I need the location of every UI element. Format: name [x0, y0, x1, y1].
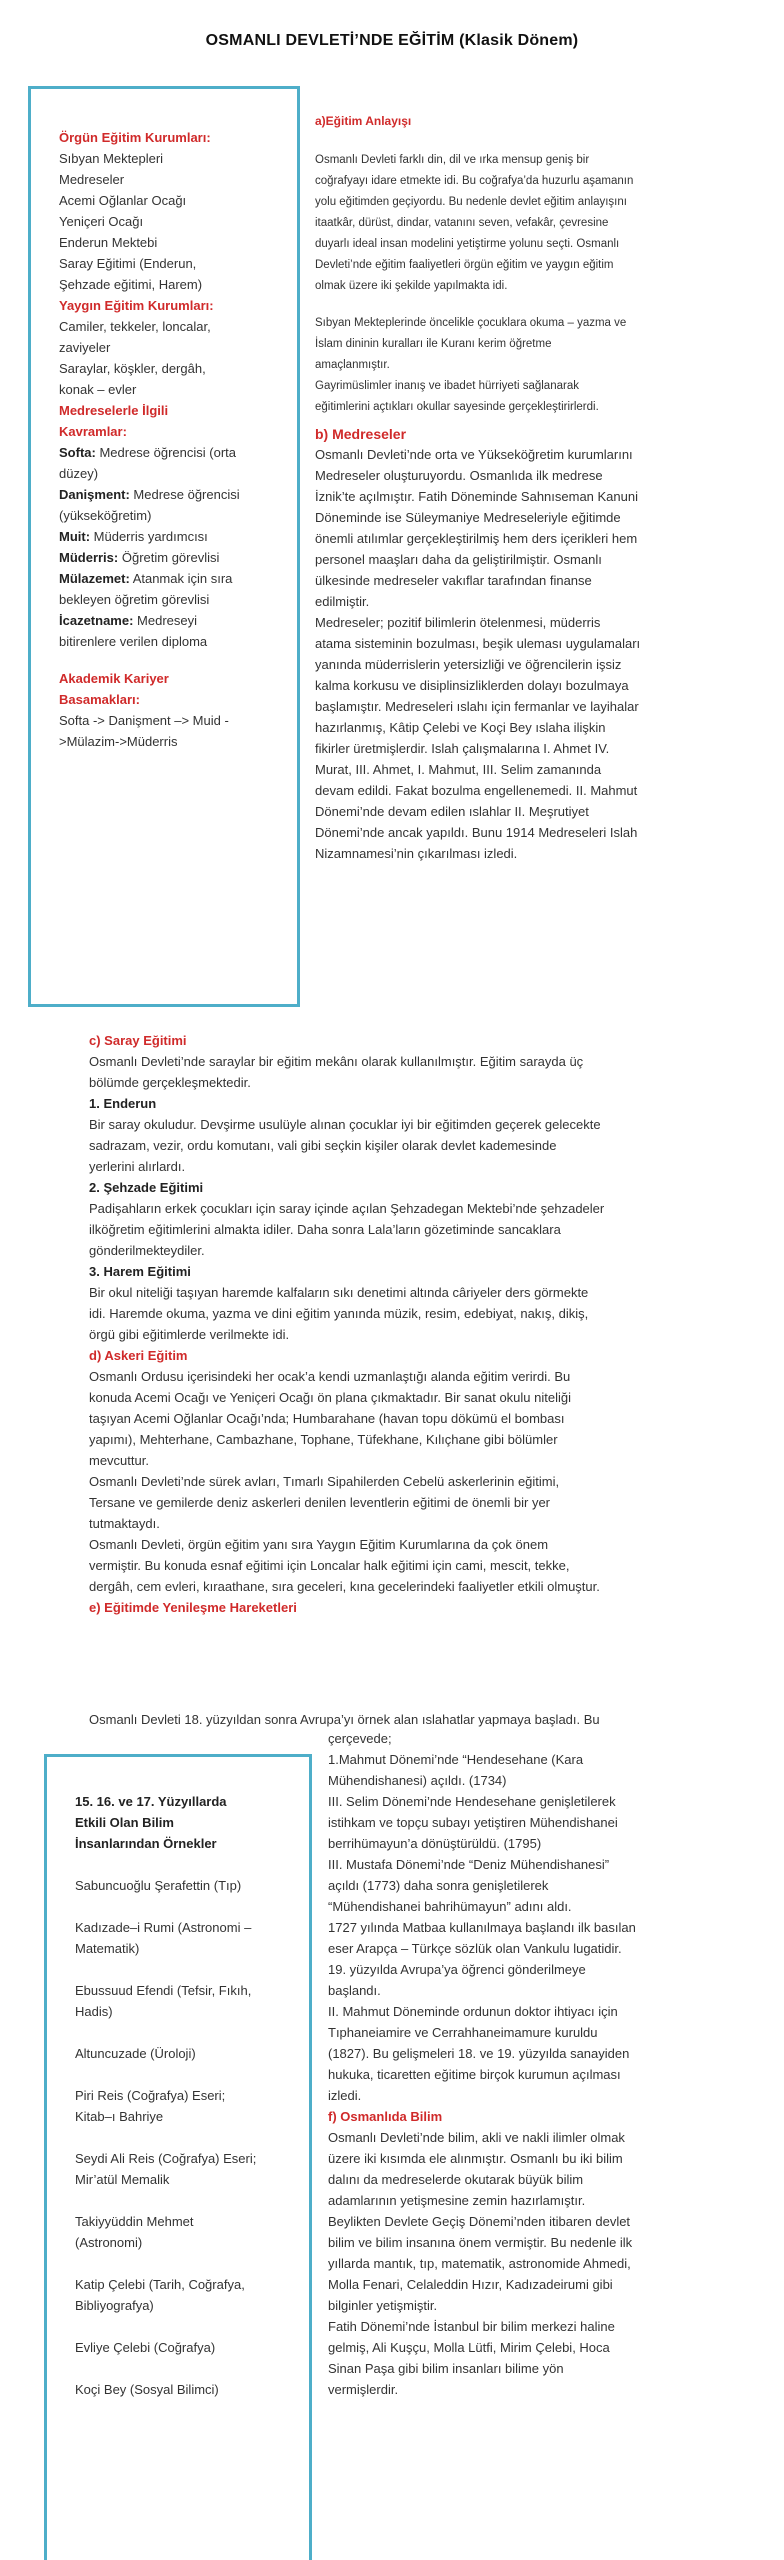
- text-line: dalını da medreselerde okutarak büyük bilim: [328, 2172, 584, 2187]
- text-line: ülkesinde medreseler vakıflar tarafından finanse: [315, 573, 592, 588]
- text-line: itaatkâr, dürüst, dindar, vatanını seven, vefakâr, çevresine: [315, 217, 609, 229]
- right-column-bottom: [328, 1728, 680, 2400]
- text-line: yerlerini alırlardı.: [89, 1159, 186, 1174]
- scholars-heading-line: İnsanlarından Örnekler: [75, 1836, 217, 1851]
- orgun-item: Yeniçeri Ocağı: [59, 214, 144, 229]
- scholars-heading-line: 15. 16. ve 17. Yüzyıllarda: [75, 1794, 227, 1809]
- text-line: Fatih Dönemi’nde İstanbul bir bilim merkezi haline: [328, 2319, 615, 2334]
- term-definition-cont: düzey): [59, 466, 99, 481]
- text-line: Osmanlı Devleti farklı din, dil ve ırka mensup geniş bir: [315, 154, 590, 166]
- text-line: vermişlerdir.: [328, 2382, 399, 2397]
- text-line: başlamıştır. Medreseleri ıslahı için fermanlar ve layihalar: [315, 699, 639, 714]
- text-line: İznik’te açılmıştır. Fatih Döneminde Sahnıseman Kanuni: [315, 489, 638, 504]
- orgun-item: Sıbyan Mektepleri: [59, 151, 164, 166]
- text-line: idi. Haremde okuma, yazma ve dini eğitim yanında müzik, resim, edebiyat, nakış, dikiş,: [89, 1306, 589, 1321]
- scholars-heading-line: Etkili Olan Bilim: [75, 1815, 174, 1830]
- text-line: 1727 yılında Matbaa kullanılmaya başlandı ilk basılan: [328, 1920, 636, 1935]
- section-a-heading: a)Eğitim Anlayışı: [315, 114, 412, 128]
- orgun-heading: Örgün Eğitim Kurumları:: [59, 130, 211, 145]
- text-line: izledi.: [328, 2088, 362, 2103]
- text-line: Nizamnamesi’nin çıkarılması izledi.: [315, 846, 518, 861]
- yaygin-item: konak – evler: [59, 382, 137, 397]
- text-line: II. Mahmut Döneminde ordunun doktor ihtiyacı için: [328, 2004, 618, 2019]
- term-definition: Danişment: Medrese öğrencisi: [59, 487, 240, 502]
- term-name: Danişment:: [59, 487, 130, 502]
- orgun-item: Medreseler: [59, 172, 125, 187]
- harem-text: [89, 1282, 689, 1345]
- text-line: sadrazam, vezir, ordu komutanı, vali gibi seçkin kişiler olarak devlet kademesinde: [89, 1138, 557, 1153]
- text-line: duyarlı ideal insan modelini yetiştirme yolunu seçti. Osmanlı: [315, 238, 620, 250]
- orgun-item: Şehzade eğitimi, Harem): [59, 277, 203, 292]
- orgun-item: Acemi Oğlanlar Ocağı: [59, 193, 187, 208]
- text-line: Dönemi’nde ancak yapıldı. Bunu 1914 Medreseleri Islah: [315, 825, 638, 840]
- scholar-item: Seydi Ali Reis (Coğrafya) Eseri; Mir’atül Memalik: [75, 2151, 257, 2187]
- text-line: Bir okul niteliği taşıyan haremde kalfaların sıkı denetimi altında câriyeler ders görmekte: [89, 1285, 589, 1300]
- section-e-text: [328, 1728, 680, 2106]
- scholar-item: Sabuncuoğlu Şerafettin (Tıp): [75, 1878, 242, 1893]
- text-line: yolu eğitimden geçiyordu. Bu nedenle devlet eğitim anlayışını: [315, 196, 627, 208]
- text-line: yapımı), Mehterhane, Cambazhane, Tophane, Tüfekhane, Kılıçhane gibi bölümler: [89, 1432, 558, 1447]
- text-line: personel maaşları daha da geliştirilmiştir. Osmanlı: [315, 552, 602, 567]
- yaygin-item: zaviyeler: [59, 340, 111, 355]
- kariyer-line: Softa -> Danişment –> Muid -: [59, 713, 229, 728]
- section-b-text: [315, 444, 655, 864]
- text-line: Tersane ve gemilerde deniz askerleri denilen leventlerin eğitimi de önemli bir yer: [89, 1495, 551, 1510]
- text-line: atama sisteminin bozulması, beşik uleması uygulamaları: [315, 636, 641, 651]
- yaygin-heading: Yaygın Eğitim Kurumları:: [59, 298, 214, 313]
- term-name: İcazetname:: [59, 613, 134, 628]
- term-definition-cont: bekleyen öğretim görevlisi: [59, 592, 210, 607]
- text-line: eğitimlerini açtıkları okullar sayesinde gerçekleştirirlerdi.: [315, 401, 599, 413]
- text-line: berrihümayun’a dönüştürüldü. (1795): [328, 1836, 542, 1851]
- middle-sections: [89, 1030, 689, 1618]
- text-line: Osmanlı Devleti’nde orta ve Yükseköğretim kurumlarını: [315, 447, 633, 462]
- orgun-item: Enderun Mektebi: [59, 235, 158, 250]
- text-line: Osmanlı Devleti’nde sürek avları, Tımarlı Sipahilerden Cebelü askerlerinin eğitimi,: [89, 1474, 560, 1489]
- section-d-paragraph-2: [89, 1471, 689, 1534]
- page-title: OSMANLI DEVLETİ’NDE EĞİTİM (Klasik Dönem): [205, 32, 579, 49]
- text-line: Murat, III. Ahmet, I. Mahmut, III. Selim zamanında: [315, 762, 602, 777]
- text-line: amaçlanmıştır.: [315, 359, 390, 371]
- text-line: çerçevede;: [328, 1731, 392, 1746]
- text-line: III. Selim Dönemi’nde Hendesehane genişletilerek: [328, 1794, 616, 1809]
- text-line: önemli atılımlar gerçekleştirilmiş hem ders içerikleri hem: [315, 531, 638, 546]
- term-definition-cont: bitirenlere verilen diploma: [59, 634, 208, 649]
- scholars-heading: [75, 1791, 299, 1854]
- text-line: devam edildi. Fakat bozulma engellenemedi. II. Mahmut: [315, 783, 638, 798]
- section-f-heading: f) Osmanlıda Bilim: [328, 2109, 443, 2124]
- text-line: Osmanlı Devleti, örgün eğitim yanı sıra Yaygın Eğitim Kurumlarına da çok önem: [89, 1537, 549, 1552]
- text-line: mevcuttur.: [89, 1453, 149, 1468]
- section-a-paragraph: [315, 150, 655, 297]
- sehzade-heading: 2. Şehzade Eğitimi: [89, 1180, 204, 1195]
- text-line: Padişahların erkek çocukları için saray içinde açılan Şehzadegan Mektebi’nde şehzadeler: [89, 1201, 605, 1216]
- text-line: III. Mustafa Dönemi’nde “Deniz Mühendishanesi”: [328, 1857, 610, 1872]
- text-line: hukuka, ticaretten eğitime birçok kurumun açılması: [328, 2067, 621, 2082]
- text-line: Osmanlı Devleti’nde bilim, akli ve nakli ilimler olmak: [328, 2130, 625, 2145]
- text-line: edilmiştir.: [315, 594, 370, 609]
- section-e-heading: e) Eğitimde Yenileşme Hareketleri: [89, 1600, 297, 1615]
- scholar-item: Kadızade–i Rumi (Astronomi – Matematik): [75, 1920, 252, 1956]
- section-c-heading: c) Saray Eğitimi: [89, 1033, 187, 1048]
- enderun-text: [89, 1114, 689, 1177]
- text-line: Tıphaneiamire ve Cerrahhaneimamure kuruldu: [328, 2025, 598, 2040]
- text-line: Medreseler oluşturuyordu. Osmanlıda ilk medrese: [315, 468, 603, 483]
- yaygin-item: Saraylar, köşkler, dergâh,: [59, 361, 206, 376]
- right-column-top: [315, 114, 655, 864]
- section-c-intro: [89, 1051, 689, 1093]
- text-line: Sinan Paşa gibi bilim insanları bilime yön: [328, 2361, 564, 2376]
- scholar-item: Altuncuzade (Üroloji): [75, 2046, 196, 2061]
- text-line: açıldı (1773) daha sonra genişletilerek: [328, 1878, 549, 1893]
- text-line: 1.Mahmut Dönemi’nde “Hendesehane (Kara: [328, 1752, 584, 1767]
- section-f-text: [328, 2127, 680, 2400]
- text-line: konuda Acemi Ocağı ve Yeniçeri Ocağı ön plana çıkmaktadır. Bir sanat okulu niteliği: [89, 1390, 571, 1405]
- scholar-item: Ebussuud Efendi (Tefsir, Fıkıh, Hadis): [75, 1983, 252, 2019]
- text-line: Osmanlı Ordusu içerisindeki her ocak’a kendi uzmanlaştığı alanda eğitim verirdi. Bu: [89, 1369, 571, 1384]
- text-line: (1827). Bu gelişmeleri 18. ve 19. yüzyılda sanayiden: [328, 2046, 630, 2061]
- concepts-box: [28, 86, 300, 1007]
- text-line: taşıyan Acemi Oğlanlar Ocağı’nda; Humbarahane (havan topu dökümü el bombası: [89, 1411, 565, 1426]
- text-line: istihkam ve topçu subayı yetiştiren Mühendishanei: [328, 1815, 618, 1830]
- text-line: başlandı.: [328, 1983, 381, 1998]
- orgun-item: Saray Eğitimi (Enderun,: [59, 256, 197, 271]
- text-line: İslam dininin kuralları ile Kuranı kerim öğretme: [315, 338, 552, 350]
- text-line: kalma korkusu ve disiplinsizliklerden dolayı bozulmaya: [315, 678, 629, 693]
- text-line: bilim ve bilim insanına önem vermiştir. Bu nedenle ilk: [328, 2235, 633, 2250]
- text-line: ilköğretim eğitimlerini almakta idiler. Daha sonra Lala’ların gözetiminde sancaklara: [89, 1222, 561, 1237]
- text-line: dergâh, cem evleri, kıraathane, sıra geceleri, kına gecelerindeki faaliyetler etkili olmuştur.: [89, 1579, 600, 1594]
- text-line: bölümde gerçekleşmektedir.: [89, 1075, 251, 1090]
- text-line: coğrafyayı idare etmekte idi. Bu coğrafya’da huzurlu aşamanın: [315, 175, 634, 187]
- text-line: gelmiş, Ali Kuşçu, Molla Lütfi, Mirim Çelebi, Hoca: [328, 2340, 610, 2355]
- kariyer-heading: Akademik Kariyer: [59, 671, 169, 686]
- scholar-item: Evliye Çelebi (Coğrafya): [75, 2340, 216, 2355]
- scholar-item: Piri Reis (Coğrafya) Eseri; Kitab–ı Bahriye: [75, 2088, 226, 2124]
- text-line: Dönemi’nde devam edilen ıslahlar II. Meşrutiyet: [315, 804, 589, 819]
- kavram-heading-cont: Kavramlar:: [59, 424, 127, 439]
- text-line: fikirler üretmişlerdir. Islah çalışmalarına I. Ahmet IV.: [315, 741, 610, 756]
- term-name: Müderris:: [59, 550, 119, 565]
- text-line: Devleti’nde eğitim faaliyetleri örgün eğitim ve yaygın eğitim: [315, 259, 614, 271]
- text-line: olmak üzere iki şekilde yapılmakta idi.: [315, 280, 508, 292]
- kariyer-heading-cont: Basamakları:: [59, 692, 140, 707]
- text-line: yanında müderrislerin yetersizliği ve öğrencilerin işsiz: [315, 657, 622, 672]
- term-name: Mülazemet:: [59, 571, 130, 586]
- text-line: Beylikten Devlete Geçiş Dönemi’nden itibaren devlet: [328, 2214, 631, 2229]
- kariyer-line-cont: >Mülazim->Müderris: [59, 734, 178, 749]
- section-b-heading: b) Medreseler: [315, 426, 407, 442]
- text-line: tutmaktaydı.: [89, 1516, 160, 1531]
- term-definition: İcazetname: Medreseyi: [59, 613, 197, 628]
- terms-list: [59, 442, 287, 652]
- text-line: vermiştir. Bu konuda esnaf eğitimi için Loncalar halk eğitimi için cami, mescit, tekke,: [89, 1558, 570, 1573]
- scholar-item: Katip Çelebi (Tarih, Coğrafya, Bibliyografya): [75, 2277, 245, 2313]
- yaygin-item: Camiler, tekkeler, loncalar,: [59, 319, 211, 334]
- scholars-list: [75, 1875, 299, 2400]
- text-line: Döneminde ise Süleymaniye Medreseleriyle eğitimde: [315, 510, 621, 525]
- text-line: Osmanlı Devleti’nde saraylar bir eğitim mekânı olarak kullanılmıştır. Eğitim sarayda üç: [89, 1054, 584, 1069]
- section-d-paragraph: [89, 1366, 689, 1471]
- text-line: Molla Fenari, Celaleddin Hızır, Kadızadeirumi gibi: [328, 2277, 613, 2292]
- term-definition: Mülazemet: Atanmak için sıra: [59, 571, 233, 586]
- text-line: Gayrimüslimler inanış ve ibadet hürriyeti sağlanarak: [315, 380, 579, 392]
- text-line: adamlarının yetişmesine zemin hazırlamıştır.: [328, 2193, 586, 2208]
- text-line: hazırlanmış, Kâtip Çelebi ve Koçi Bey ıslaha ilişkin: [315, 720, 606, 735]
- text-line: bilginler yetişmiştir.: [328, 2298, 438, 2313]
- kavram-heading: Medreselerle İlgili: [59, 403, 169, 418]
- text-line: 19. yüzyılda Avrupa’ya öğrenci gönderilmeye: [328, 1962, 586, 1977]
- scholar-item: Koçi Bey (Sosyal Bilimci): [75, 2382, 219, 2397]
- text-line: Mühendishanesi) açıldı. (1734): [328, 1773, 507, 1788]
- term-name: Muit:: [59, 529, 91, 544]
- term-definition: Müderris: Öğretim görevlisi: [59, 550, 220, 565]
- term-definition-cont: (yükseköğretim): [59, 508, 152, 523]
- text-line: yıllarda mantık, tıp, matematik, astronomide Ahmedi,: [328, 2256, 631, 2271]
- section-e-intro: Osmanlı Devleti 18. yüzyıldan sonra Avrupa’yı örnek alan ıslahatlar yapmaya başladı. Bu: [89, 1712, 600, 1727]
- text-line: gönderilmekteydiler.: [89, 1243, 205, 1258]
- text-line: eser Arapça – Türkçe sözlük olan Vankulu lugatidir.: [328, 1941, 622, 1956]
- harem-heading: 3. Harem Eğitimi: [89, 1264, 191, 1279]
- yaygin-list: [59, 316, 287, 400]
- text-line: Sıbyan Mekteplerinde öncelikle çocuklara okuma – yazma ve: [315, 317, 627, 329]
- text-line: üzere iki kısımda ele alınmıştır. Osmanlı bu iki bilim: [328, 2151, 623, 2166]
- orgun-list: [59, 148, 287, 295]
- term-definition: Softa: Medrese öğrencisi (orta: [59, 445, 237, 460]
- section-d-paragraph-3: [89, 1534, 689, 1597]
- scholars-box: [44, 1754, 312, 2560]
- text-line: Bir saray okuludur. Devşirme usulüyle alınan çocuklar iyi bir eğitimden geçerek gelecekte: [89, 1117, 601, 1132]
- text-line: Medreseler; pozitif bilimlerin ötelenmesi, müderris: [315, 615, 601, 630]
- term-definition: Muit: Müderris yardımcısı: [59, 529, 208, 544]
- section-a-paragraph-2: [315, 313, 655, 418]
- term-name: Softa:: [59, 445, 96, 460]
- scholar-item: Takiyyüddin Mehmet (Astronomi): [75, 2214, 194, 2250]
- text-line: örgü gibi eğitimlerde verilmekte idi.: [89, 1327, 290, 1342]
- text-line: “Mühendishanei bahrihümayun” adını aldı.: [328, 1899, 572, 1914]
- sehzade-text: [89, 1198, 689, 1261]
- enderun-heading: 1. Enderun: [89, 1096, 157, 1111]
- section-d-heading: d) Askeri Eğitim: [89, 1348, 188, 1363]
